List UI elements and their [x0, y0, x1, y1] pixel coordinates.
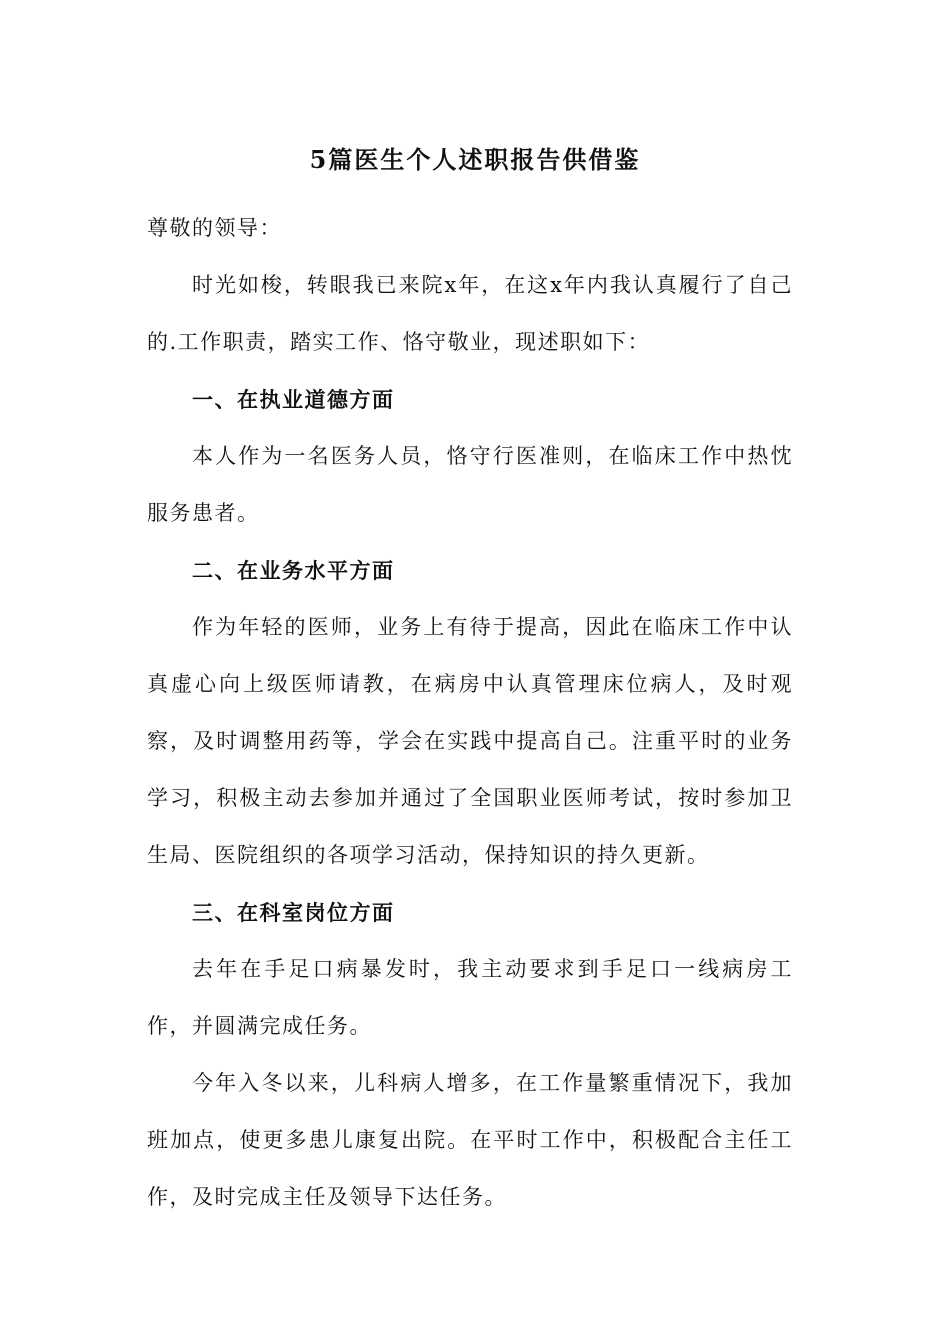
section-heading-skills: 二、在业务水平方面	[192, 558, 395, 583]
paragraph-intro: 时光如梭，转眼我已来院x年，在这x年内我认真履行了自己的.工作职责，踏实工作、恪守敬业，现述职如下：	[147, 273, 793, 354]
paragraph-department-1: 去年在手足口病暴发时，我主动要求到手足口一线病房工作，并圆满完成任务。	[147, 957, 793, 1038]
paragraph-skills: 作为年轻的医师，业务上有待于提高，因此在临床工作中认真虚心向上级医师请教，在病房中认真管理床位病人，及时观察，及时调整用药等，学会在实践中提高自己。注重平时的业务学习，积极主动去参加并通过了全国职业医师考试，按时参加卫生局、医院组织的各项学习活动，保持知识的持久更新。	[147, 615, 793, 867]
section-heading-ethics: 一、在执业道德方面	[192, 387, 395, 412]
paragraph-department-2: 今年入冬以来，儿科病人增多，在工作量繁重情况下，我加班加点，使更多患儿康复出院。在平时工作中，积极配合主任工作，及时完成主任及领导下达任务。	[147, 1071, 793, 1209]
document-body	[147, 200, 793, 1226]
paragraph-ethics: 本人作为一名医务人员，恪守行医准则，在临床工作中热忱服务患者。	[147, 444, 793, 525]
section-heading-department: 三、在科室岗位方面	[192, 900, 395, 925]
document-title: 5篇医生个人述职报告供借鉴	[309, 145, 641, 174]
salutation: 尊敬的领导：	[147, 216, 282, 240]
